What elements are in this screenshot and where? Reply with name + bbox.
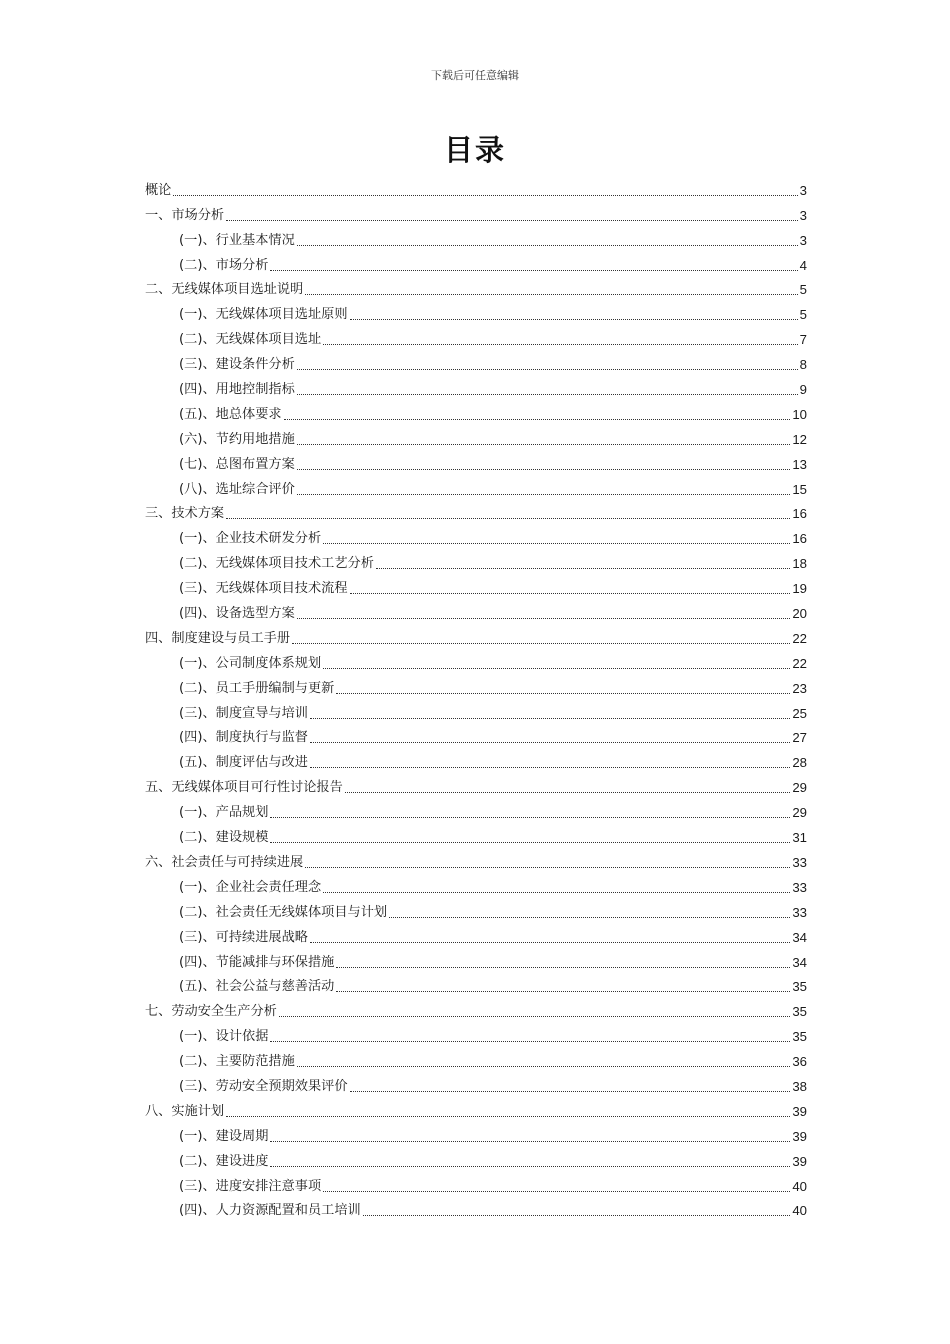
toc-entry-page: 35 [792,1004,807,1020]
toc-entry[interactable] [145,1197,807,1222]
toc-entry-page: 13 [792,456,807,472]
toc-dot-leader [226,1115,790,1117]
toc-entry[interactable] [145,699,807,724]
toc-entry-page: 25 [792,705,807,721]
toc-entry-label: (五)、地总体要求 [179,406,282,422]
toc-entry-page: 19 [792,581,807,597]
toc-title: 目录 [443,133,506,167]
toc-entry[interactable] [145,425,807,450]
toc-entry-label: (二)、建设规模 [179,830,269,846]
toc-entry[interactable] [145,276,807,301]
toc-dot-leader [270,1140,790,1142]
toc-dot-leader [297,468,791,470]
toc-dot-leader [350,1090,791,1092]
toc-entry-label: (五)、制度评估与改进 [179,755,308,771]
toc-entry-page: 31 [792,830,807,846]
toc-dot-leader [345,791,791,793]
toc-entry-page: 5 [799,307,807,323]
toc-entry[interactable] [145,624,807,649]
toc-entry-label: (一)、企业社会责任理念 [179,879,322,895]
toc-dot-leader [279,1015,790,1017]
toc-dot-leader [323,667,790,669]
toc-entry-label: (二)、市场分析 [179,257,269,273]
toc-entry-label: (四)、设备选型方案 [179,606,295,622]
toc-entry-label: (一)、行业基本情况 [179,232,295,248]
toc-entry-page: 29 [792,805,807,821]
toc-dot-leader [310,741,790,743]
toc-entry-page: 36 [792,1054,807,1070]
toc-dot-leader [270,1165,790,1167]
toc-dot-leader [336,966,790,968]
toc-dot-leader [363,1214,791,1216]
toc-entry-page: 27 [792,730,807,746]
toc-entry-label: (二)、主要防范措施 [179,1054,295,1070]
toc-entry[interactable] [145,724,807,749]
toc-entry-page: 5 [799,282,807,298]
toc-entry-label: (四)、人力资源配置和员工培训 [179,1203,361,1219]
toc-entry-page: 16 [792,531,807,547]
toc-entry[interactable] [145,1147,807,1172]
toc-entry-page: 39 [792,1103,807,1119]
toc-dot-leader [297,393,798,395]
toc-entry[interactable] [145,201,807,226]
toc-entry[interactable] [145,898,807,923]
toc-entry[interactable] [145,251,807,276]
toc-entry-label: 三、技术方案 [145,506,225,522]
toc-dot-leader [226,517,790,519]
toc-entry-page: 3 [799,232,807,248]
toc-dot-leader [297,443,791,445]
toc-entry[interactable] [145,1097,807,1122]
toc-entry-page: 39 [792,1128,807,1144]
toc-entry[interactable] [145,500,807,525]
toc-entry-page: 39 [792,1153,807,1169]
toc-entry-label: (二)、建设进度 [179,1153,269,1169]
toc-entry[interactable] [145,798,807,823]
toc-entry[interactable] [145,599,807,624]
toc-entry[interactable] [145,948,807,973]
toc-dot-leader [297,1065,791,1067]
toc-entry[interactable] [145,674,807,699]
toc-dot-leader [270,841,790,843]
toc-entry-label: (六)、节约用地措施 [179,431,295,447]
toc-dot-leader [323,1190,790,1192]
toc-entry-label: (八)、选址综合评价 [179,481,295,497]
toc-entry[interactable] [145,375,807,400]
toc-entry[interactable] [145,997,807,1022]
toc-entry-label: (二)、员工手册编制与更新 [179,680,335,696]
toc-entry-label: (三)、可持续进展战略 [179,929,308,945]
toc-entry-label: (三)、劳动安全预期效果评价 [179,1078,348,1094]
toc-dot-leader [323,891,790,893]
toc-entry-label: 六、社会责任与可持续进展 [145,854,304,870]
toc-entry[interactable] [145,400,807,425]
toc-entry[interactable] [145,450,807,475]
toc-entry[interactable] [145,300,807,325]
toc-entry-page: 20 [792,606,807,622]
toc-entry[interactable] [145,923,807,948]
toc-entry-label: (三)、进度安排注意事项 [179,1178,322,1194]
toc-entry-page: 23 [792,680,807,696]
toc-dot-leader [297,368,798,370]
toc-entry-label: (三)、无线媒体项目技术流程 [179,581,348,597]
toc-dot-leader [270,269,797,271]
toc-entry[interactable] [145,1047,807,1072]
toc-entry-page: 33 [792,904,807,920]
toc-entry-page: 28 [792,755,807,771]
toc-entry-label: (一)、建设周期 [179,1128,269,1144]
toc-entry-page: 29 [792,780,807,796]
toc-entry[interactable] [145,1122,807,1147]
table-of-contents [145,176,807,1221]
toc-dot-leader [292,642,790,644]
toc-entry-label: (七)、总图布置方案 [179,456,295,472]
toc-dot-leader [305,293,797,295]
toc-entry[interactable] [145,350,807,375]
toc-dot-leader [173,194,797,196]
toc-entry[interactable] [145,226,807,251]
toc-dot-leader [376,567,790,569]
toc-dot-leader [350,318,798,320]
header-note: 下载后可任意编辑 [431,69,519,82]
toc-dot-leader [270,1040,790,1042]
toc-entry-page: 7 [799,332,807,348]
toc-entry[interactable] [145,176,807,201]
toc-dot-leader [336,990,790,992]
toc-entry-label: (三)、建设条件分析 [179,357,295,373]
toc-entry-label: 五、无线媒体项目可行性讨论报告 [145,780,343,796]
toc-entry-page: 35 [792,1029,807,1045]
toc-entry-label: (一)、无线媒体项目选址原则 [179,307,348,323]
toc-entry-page: 40 [792,1178,807,1194]
toc-dot-leader [226,219,798,221]
toc-entry[interactable] [145,773,807,798]
toc-entry[interactable] [145,1022,807,1047]
toc-entry[interactable] [145,973,807,998]
toc-entry[interactable] [145,325,807,350]
toc-entry-page: 35 [792,979,807,995]
toc-entry-label: (一)、设计依据 [179,1029,269,1045]
toc-entry-label: 概论 [145,182,172,198]
toc-entry[interactable] [145,748,807,773]
toc-entry-page: 9 [799,382,807,398]
toc-entry-page: 15 [792,481,807,497]
toc-dot-leader [310,717,790,719]
toc-dot-leader [297,617,791,619]
toc-dot-leader [389,916,790,918]
toc-entry-page: 3 [799,182,807,198]
toc-entry[interactable] [145,823,807,848]
toc-entry-label: 二、无线媒体项目选址说明 [145,282,304,298]
toc-entry-label: (五)、社会公益与慈善活动 [179,979,335,995]
toc-entry-label: (二)、社会责任无线媒体项目与计划 [179,904,388,920]
toc-entry-page: 40 [792,1203,807,1219]
toc-entry-page: 16 [792,506,807,522]
toc-entry-page: 10 [792,406,807,422]
toc-entry-page: 38 [792,1078,807,1094]
toc-entry[interactable] [145,1072,807,1097]
toc-entry-page: 12 [792,431,807,447]
toc-entry-label: (一)、公司制度体系规划 [179,655,322,671]
toc-entry-label: (二)、无线媒体项目技术工艺分析 [179,556,374,572]
toc-entry-label: (二)、无线媒体项目选址 [179,332,322,348]
toc-entry-page: 22 [792,630,807,646]
toc-entry-page: 34 [792,929,807,945]
toc-entry-label: 一、市场分析 [145,207,225,223]
toc-dot-leader [323,542,790,544]
toc-entry-label: (四)、节能减排与环保措施 [179,954,335,970]
toc-entry-page: 4 [799,257,807,273]
toc-entry-page: 3 [799,207,807,223]
toc-dot-leader [297,244,798,246]
toc-entry[interactable] [145,475,807,500]
toc-entry-page: 33 [792,879,807,895]
toc-dot-leader [284,418,791,420]
toc-entry-label: (四)、制度执行与监督 [179,730,308,746]
toc-entry-label: 八、实施计划 [145,1103,225,1119]
toc-entry-page: 34 [792,954,807,970]
toc-entry-label: 七、劳动安全生产分析 [145,1004,277,1020]
toc-dot-leader [310,766,790,768]
toc-entry-label: (三)、制度宣导与培训 [179,705,308,721]
toc-entry-page: 33 [792,854,807,870]
toc-dot-leader [297,493,791,495]
toc-entry[interactable] [145,574,807,599]
toc-entry[interactable] [145,649,807,674]
toc-entry-label: (一)、企业技术研发分析 [179,531,322,547]
toc-entry[interactable] [145,873,807,898]
toc-entry[interactable] [145,848,807,873]
toc-entry[interactable] [145,549,807,574]
toc-entry-page: 22 [792,655,807,671]
toc-entry[interactable] [145,524,807,549]
toc-entry[interactable] [145,1172,807,1197]
toc-entry-label: (一)、产品规划 [179,805,269,821]
toc-entry-label: 四、制度建设与员工手册 [145,630,291,646]
toc-dot-leader [323,343,797,345]
toc-dot-leader [310,941,790,943]
toc-entry-label: (四)、用地控制指标 [179,382,295,398]
toc-dot-leader [336,692,790,694]
toc-dot-leader [270,816,790,818]
toc-entry-page: 8 [799,357,807,373]
toc-dot-leader [350,592,791,594]
toc-dot-leader [305,866,790,868]
toc-entry-page: 18 [792,556,807,572]
